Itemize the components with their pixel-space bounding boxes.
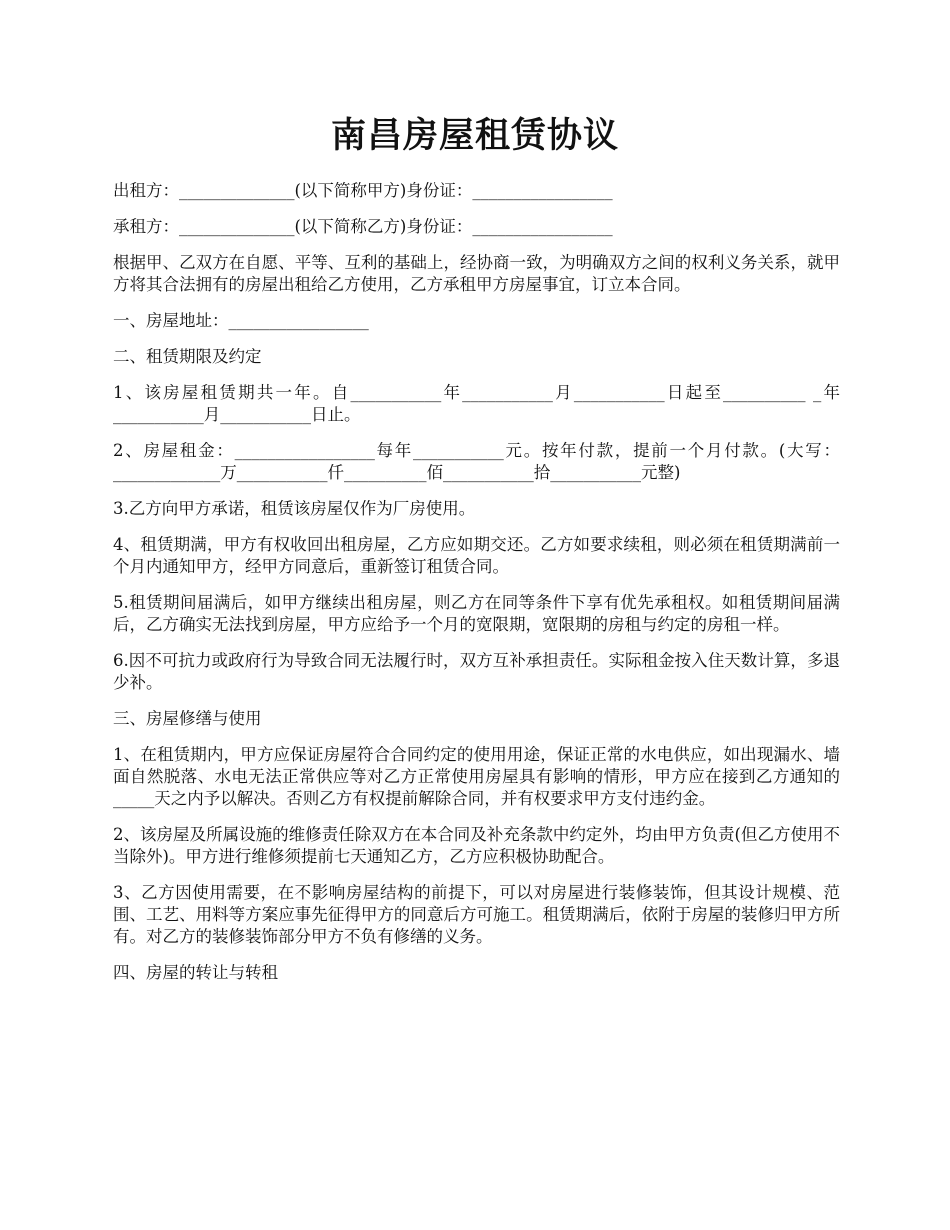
section-1-heading: 一、房屋地址：_________________ [113,311,369,330]
lessee-line: 承租方：______________(以下简称乙方)身份证：_________________ [113,217,613,236]
clause-3-1: 1、在租赁期内，甲方应保证房屋符合合同约定的使用用途，保证正常的水电供应，如出现漏水、墙面自然脱落、水电无法正常供应等对乙方正常使用房屋具有影响的情形，甲方应在接到乙方通知的_____天之内予以解决。否则乙方有权提前解除合同，并有权要求甲方支付违约金。 [113,745,840,808]
section-2-heading: 二、租赁期限及约定 [113,347,262,366]
document-body [113,180,840,998]
document-title: 南昌房屋租赁协议 [330,116,619,156]
preamble-paragraph: 根据甲、乙双方在自愿、平等、互利的基础上，经协商一致，为明确双方之间的权利义务关系，就甲方将其合法拥有的房屋出租给乙方使用，乙方承租甲方房屋事宜，订立本合同。 [113,253,840,294]
clause-3-3: 3、乙方因使用需要，在不影响房屋结构的前提下，可以对房屋进行装修装饰，但其设计规模、范围、工艺、用料等方案应事先征得甲方的同意后方可施工。租赁期满后，依附于房屋的装修归甲方所有。对乙方的装修装饰部分甲方不负有修缮的义务。 [113,883,840,946]
section-4-heading: 四、房屋的转让与转租 [113,963,278,982]
clause-2-2: 2、房屋租金：_________________每年___________元。按年付款，提前一个月付款。(大写：_____________万___________仟__________佰___________拾___________元整) [113,441,840,482]
clause-3-2: 2、该房屋及所属设施的维修责任除双方在本合同及补充条款中约定外，均由甲方负责(但乙方使用不当除外)。甲方进行维修须提前七天通知乙方，乙方应积极协助配合。 [113,825,840,866]
lessor-line: 出租方：______________(以下简称甲方)身份证：_________________ [113,181,613,200]
section-3-heading: 三、房屋修缮与使用 [113,709,262,728]
clause-2-6: 6.因不可抗力或政府行为导致合同无法履行时，双方互补承担责任。实际租金按入住天数计算，多退少补。 [113,651,840,692]
clause-2-3: 3.乙方向甲方承诺，租赁该房屋仅作为厂房使用。 [113,499,476,518]
clause-2-1: 1、该房屋租赁期共一年。自___________年___________月___________日起至__________ _年___________月___________日止。 [113,383,840,424]
clause-2-5: 5.租赁期间届满后，如甲方继续出租房屋，则乙方在同等条件下享有优先承租权。如租赁期间届满后，乙方确实无法找到房屋，甲方应给予一个月的宽限期，宽限期的房租与约定的房租一样。 [113,593,840,634]
clause-2-4: 4、租赁期满，甲方有权收回出租房屋，乙方应如期交还。乙方如要求续租，则必须在租赁期满前一个月内通知甲方，经甲方同意后，重新签订租赁合同。 [113,535,840,576]
